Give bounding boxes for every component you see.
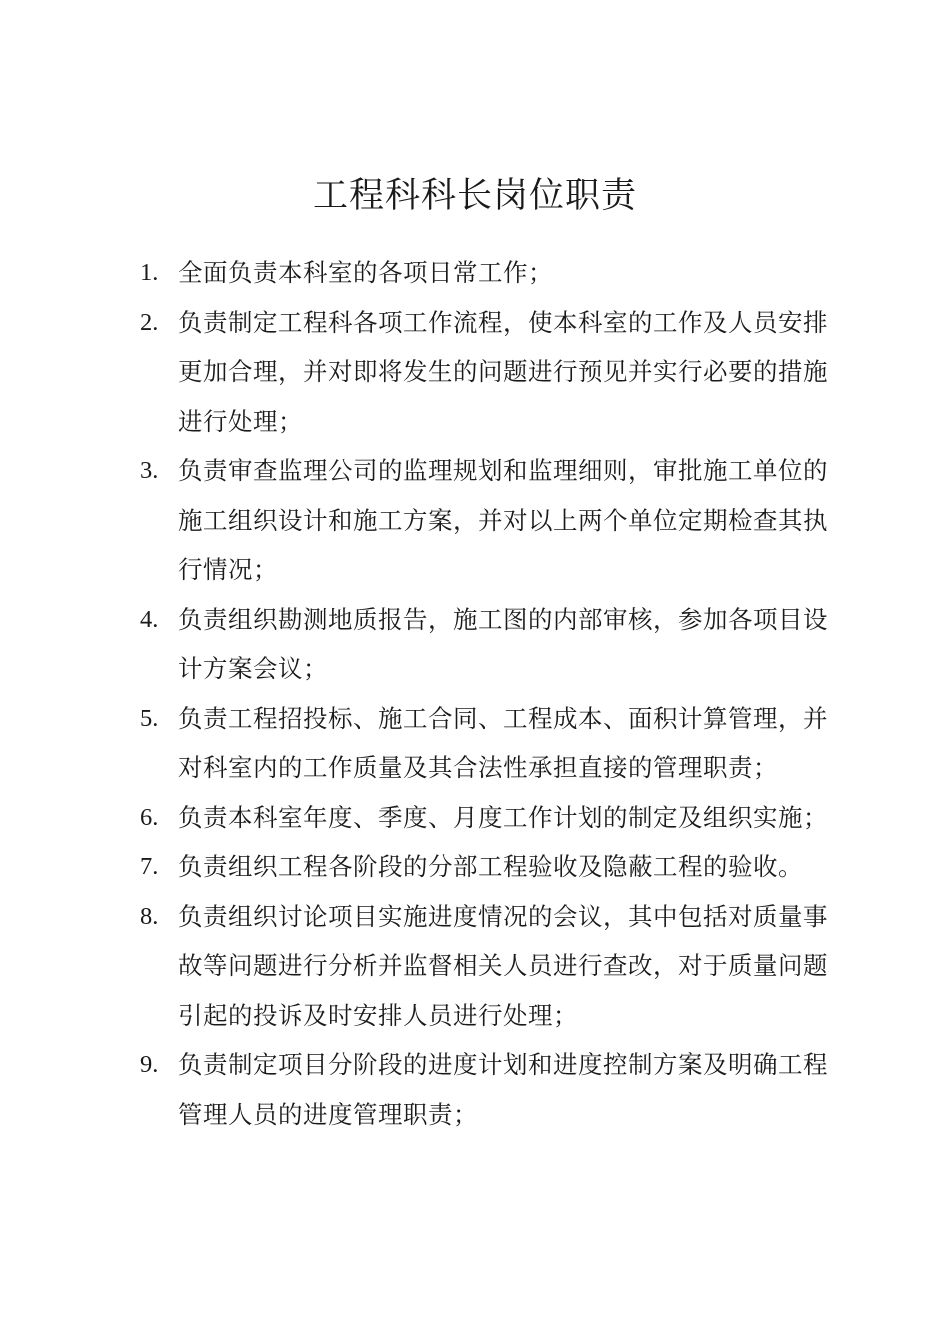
item-number: 6.	[140, 803, 159, 831]
list-item	[140, 842, 830, 892]
item-text: 负责审查监理公司的监理规划和监理细则，审批施工单位的施工组织设计和施工方案，并对以上两个单位定期检查其执行情况；	[178, 456, 828, 584]
list-item	[140, 892, 830, 1041]
item-text: 负责制定项目分阶段的进度计划和进度控制方案及明确工程管理人员的进度管理职责；	[178, 1050, 828, 1129]
item-text: 全面负责本科室的各项日常工作；	[178, 258, 553, 287]
list-item	[140, 248, 830, 298]
list-item	[140, 1040, 830, 1139]
item-text: 负责组织工程各阶段的分部工程验收及隐蔽工程的验收。	[178, 852, 803, 881]
list-item	[140, 595, 830, 694]
duty-list	[140, 248, 830, 1139]
item-number: 3.	[140, 457, 159, 484]
item-text: 负责组织勘测地质报告，施工图的内部审核，参加各项目设计方案会议；	[178, 604, 828, 683]
item-number: 5.	[140, 704, 159, 732]
item-number: 7.	[140, 853, 159, 880]
item-text: 负责工程招投标、施工合同、工程成本、面积计算管理，并对科室内的工作质量及其合法性承担直接的管理职责；	[178, 703, 828, 782]
item-text: 负责本科室年度、季度、月度工作计划的制定及组织实施；	[178, 802, 828, 832]
list-item	[140, 446, 830, 595]
item-number: 9.	[140, 1051, 159, 1078]
list-item	[140, 793, 830, 843]
list-item	[140, 298, 830, 447]
item-text: 负责组织讨论项目实施进度情况的会议，其中包括对质量事故等问题进行分析并监督相关人员进行查改，对于质量问题引起的投诉及时安排人员进行处理；	[178, 901, 828, 1030]
item-number: 8.	[140, 902, 159, 930]
item-number: 1.	[140, 259, 159, 286]
item-number: 4.	[140, 605, 159, 633]
list-item	[140, 694, 830, 793]
item-number: 2.	[140, 308, 159, 336]
document-title: 工程科科长岗位职责	[312, 176, 637, 217]
item-text: 负责制定工程科各项工作流程，使本科室的工作及人员安排更加合理，并对即将发生的问题进行预见并实行必要的措施进行处理；	[178, 307, 828, 436]
